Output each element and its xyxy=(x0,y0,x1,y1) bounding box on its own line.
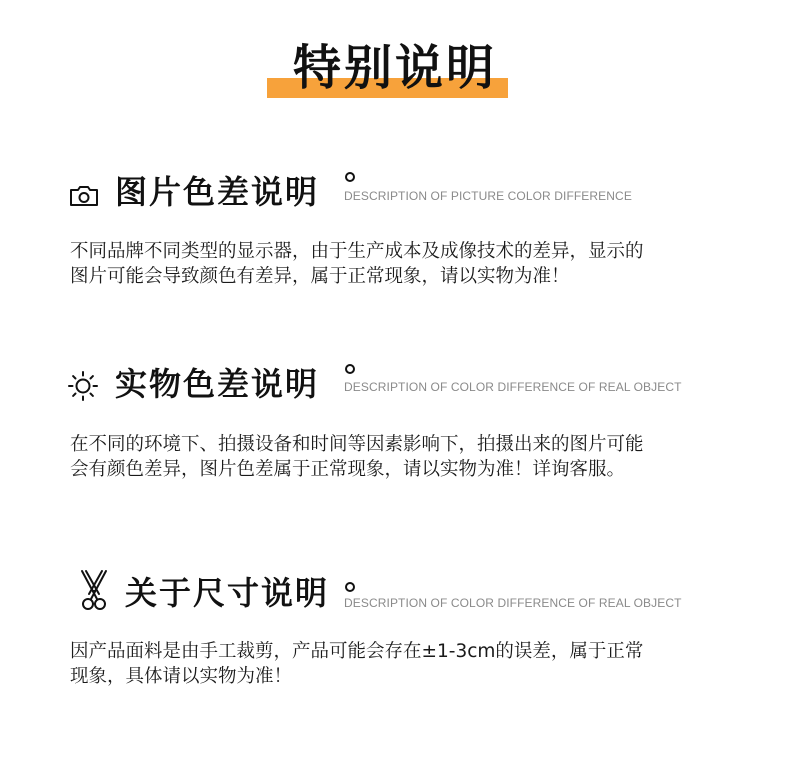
section-paragraph xyxy=(70,239,730,289)
section-subtitle: DESCRIPTION OF PICTURE COLOR DIFFERENCE xyxy=(344,189,632,203)
section-subtitle: DESCRIPTION OF COLOR DIFFERENCE OF REAL OBJECT xyxy=(344,380,682,394)
paragraph-line: 因产品面料是由手工裁剪，产品可能会存在±1-3cm的误差，属于正常 xyxy=(70,641,644,662)
section-title: 实物色差说明 xyxy=(115,365,320,403)
section-title: 关于尺寸说明 xyxy=(125,574,330,612)
paragraph-line: 现象，具体请以实物为准！ xyxy=(70,666,293,687)
ring-marker xyxy=(345,582,355,592)
section-paragraph xyxy=(70,639,730,689)
main-title-block xyxy=(0,40,790,102)
paragraph-line: 图片可能会导致颜色有差异，属于正常现象，请以实物为准！ xyxy=(70,266,570,287)
page-title: 特别说明 xyxy=(292,40,497,96)
camera-icon xyxy=(68,184,100,212)
ring-marker xyxy=(345,364,355,374)
ring-marker xyxy=(345,172,355,182)
section-subtitle: DESCRIPTION OF COLOR DIFFERENCE OF REAL OBJECT xyxy=(344,596,682,610)
paragraph-line: 不同品牌不同类型的显示器，由于生产成本及成像技术的差异，显示的 xyxy=(70,241,644,262)
paragraph-line: 会有颜色差异，图片色差属于正常现象，请以实物为准！详询客服。 xyxy=(70,459,626,480)
sun-icon xyxy=(67,370,99,406)
scissors-icon xyxy=(77,569,111,617)
paragraph-line: 在不同的环境下、拍摄设备和时间等因素影响下，拍摄出来的图片可能 xyxy=(70,434,644,455)
section-title: 图片色差说明 xyxy=(115,173,320,211)
section-paragraph xyxy=(70,432,730,482)
